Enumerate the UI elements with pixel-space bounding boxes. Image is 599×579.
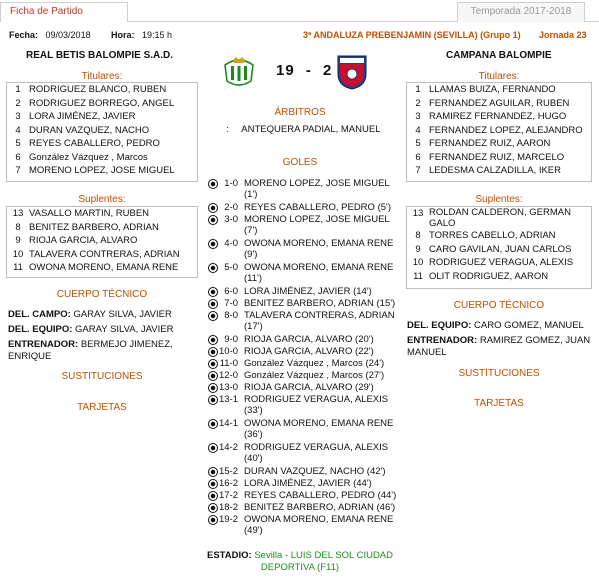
goal-scorer: [244, 442, 404, 464]
goal-scorer-name: DURAN VAZQUEZ, NACHO (42'): [244, 466, 386, 477]
tab-temporada[interactable]: Temporada 2017-2018: [457, 2, 585, 22]
goal-score: 13-0: [218, 382, 238, 393]
player-name: MORENO LOPEZ, JOSE MIGUEL: [29, 165, 175, 176]
soccer-ball-icon: [208, 215, 218, 225]
home-staff: [8, 309, 200, 363]
player-row: [407, 97, 591, 111]
player-row: [7, 124, 197, 138]
goal-score: 3-0: [224, 214, 238, 225]
goal-score: 11-0: [219, 358, 238, 369]
player-name: RODRIGUEZ BLANCO, RUBEN: [29, 84, 167, 95]
goal-row: [208, 178, 404, 200]
player-number: 4: [415, 124, 421, 136]
goal-scorer-name: RODRIGUEZ VERAGUA, ALEXIS: [244, 442, 389, 453]
home-team-name: REAL BETIS BALOMPIE S.A.D.: [26, 50, 174, 61]
goal-scorer: [244, 382, 404, 393]
player-row: [7, 83, 197, 97]
player-number: 5: [415, 138, 421, 149]
tab-ficha-de-partido[interactable]: Ficha de Partido: [0, 2, 128, 22]
away-team-name: CAMPANA BALOMPIE: [446, 50, 552, 61]
home-delegado-campo: DEL. CAMPO: GARAY SILVA, JAVIER: [8, 309, 172, 320]
goal-score: 14-2: [218, 442, 238, 453]
goal-score: 7-0: [224, 298, 238, 309]
player-row: [7, 164, 197, 178]
goal-minute: (9'): [244, 249, 258, 260]
player-number: 13: [12, 208, 24, 219]
goal-score: 18-2: [218, 502, 238, 513]
goal-score: 5-0: [224, 262, 238, 273]
soccer-ball-icon: [208, 419, 218, 429]
match-time: [111, 30, 172, 40]
goal-minute: (17'): [244, 321, 263, 332]
player-name: BENITEZ BARBERO, ADRIAN: [29, 221, 159, 233]
home-cuerpo-tecnico-title: CUERPO TÉCNICO: [56, 289, 148, 300]
goal-row: [208, 502, 404, 513]
player-row: [7, 248, 197, 262]
goal-row: [208, 394, 404, 416]
player-number: 11: [13, 262, 23, 273]
goal-minute: (36'): [244, 429, 263, 440]
soccer-ball-icon: [208, 299, 218, 309]
goal-row: [208, 418, 404, 440]
goal-score: 16-2: [218, 478, 238, 489]
player-name: FERNANDEZ RUIZ, AARON: [429, 138, 551, 149]
player-number: 2: [15, 97, 21, 109]
away-delegado-equipo: DEL. EQUIPO: CARO GOMEZ, MANUEL: [407, 320, 584, 331]
soccer-ball-icon: [208, 287, 218, 297]
soccer-ball-icon: [208, 467, 218, 477]
goal-scorer-name: MORENO LOPEZ, JOSE MIGUEL: [244, 214, 390, 225]
goal-scorer-name: REYES CABALLERO, PEDRO (44'): [244, 490, 397, 501]
goal-scorer: [244, 478, 404, 489]
goal-row: [208, 358, 404, 369]
player-number: 1: [415, 84, 421, 95]
goal-row: [208, 214, 404, 236]
home-suplentes-title: Suplentes:: [78, 194, 126, 205]
player-name: ROLDAN CALDERON, GERMAN GALO: [429, 207, 571, 229]
player-name: OWONA MORENO, EMANA RENE: [29, 262, 179, 273]
player-name: CARO GAVILAN, JUAN CARLOS: [429, 243, 572, 255]
goal-row: [208, 490, 404, 501]
goal-scorer-name: OWONA MORENO, EMANA RENE: [244, 238, 394, 249]
away-staff: [407, 320, 593, 359]
player-number: 8: [15, 221, 21, 233]
player-row: [7, 221, 197, 235]
goal-row: [208, 442, 404, 464]
stadium-info: [200, 550, 400, 574]
goal-row: [208, 478, 404, 489]
goal-scorer: [244, 466, 404, 477]
goal-scorer-name: RIOJA GARCIA, ALVARO (20'): [244, 334, 374, 345]
soccer-ball-icon: [208, 311, 218, 321]
goal-scorer: [244, 490, 404, 501]
goal-row: [208, 382, 404, 393]
competition-name: 3ª ANDALUZA PREBENJAMIN (SEVILLA) (Grupo 1): [303, 30, 521, 40]
score-separator: -: [305, 62, 312, 79]
soccer-ball-icon: [208, 263, 218, 273]
home-titulares-list: [6, 82, 198, 182]
player-number: 10: [12, 248, 24, 260]
goal-scorer-name: OWONA MORENO, EMANA RENE: [244, 262, 394, 273]
away-suplentes-title: Suplentes:: [475, 194, 523, 205]
player-name: RODRIGUEZ VERAGUA, ALEXIS: [429, 257, 574, 268]
goal-scorer: [244, 358, 404, 369]
player-row: [407, 207, 591, 229]
betis-crest-icon: [222, 57, 256, 87]
goal-row: [208, 346, 404, 357]
goal-minute: (49'): [244, 525, 263, 536]
goal-row: [208, 238, 404, 260]
goal-score: 8-0: [224, 310, 238, 321]
goal-score: 4-0: [224, 238, 238, 249]
goal-scorer: [244, 502, 404, 513]
goal-score: 19-2: [218, 514, 238, 525]
player-name: LEDESMA CALZADILLA, IKER: [429, 165, 561, 176]
goal-scorer-name: RIOJA GARCIA, ALVARO (29'): [244, 382, 374, 393]
player-name: LLAMAS BUIZA, FERNANDO: [429, 84, 556, 95]
player-row: [7, 97, 197, 111]
goal-score: 17-2: [218, 490, 238, 501]
goal-row: [208, 202, 404, 213]
player-number: 4: [15, 124, 21, 136]
goal-scorer: [244, 286, 404, 297]
goal-scorer-name: TALAVERA CONTRERAS, ADRIAN: [244, 310, 395, 321]
player-number: 7: [15, 165, 21, 176]
player-number: 6: [415, 151, 421, 163]
soccer-ball-icon: [208, 491, 218, 501]
goal-scorer-name: MORENO LOPEZ, JOSE MIGUEL: [244, 178, 390, 189]
soccer-ball-icon: [208, 335, 218, 345]
soccer-ball-icon: [208, 179, 218, 189]
goal-row: [208, 298, 404, 309]
stadium-name-line2[interactable]: DEPORTIVA (F11): [260, 562, 340, 573]
soccer-ball-icon: [208, 443, 218, 453]
home-tarjetas-title: TARJETAS: [77, 402, 127, 413]
goal-scorer-name: BENITEZ BARBERO, ADRIAN (46'): [244, 502, 396, 513]
soccer-ball-icon: [208, 395, 218, 405]
goal-scorer-name: RIOJA GARCIA, ALVARO (22'): [244, 346, 374, 357]
goal-scorer-name: LORA JIMÉNEZ, JAVIER (44'): [244, 478, 372, 489]
goal-score: 15-2: [218, 466, 238, 477]
player-name: DURAN VAZQUEZ, NACHO: [29, 124, 150, 136]
player-row: [407, 243, 591, 257]
goal-score: 1-0: [224, 178, 238, 189]
player-name: VASALLO MARTIN, RUBEN: [29, 208, 150, 219]
player-name: TALAVERA CONTRERAS, ADRIAN: [29, 248, 180, 260]
referee-prefix: :: [226, 124, 229, 135]
player-row: [407, 83, 591, 97]
goal-score: 14-1: [218, 418, 238, 429]
goal-score: 2-0: [224, 202, 238, 213]
match-date: [9, 30, 91, 40]
hora-value: 19:15 h: [142, 30, 173, 40]
player-name: FERNANDEZ RUIZ, MARCELO: [429, 151, 565, 163]
score-home: 19: [276, 62, 295, 79]
soccer-ball-icon: [208, 203, 218, 213]
referee-name: ANTEQUERA PADIAL, MANUEL: [241, 124, 381, 135]
player-name: LORA JIMÉNEZ, JAVIER: [29, 111, 136, 122]
away-sustituciones-title: SUSTITUCIONES: [458, 368, 540, 379]
player-name: González Vázquez , Marcos: [29, 151, 148, 163]
goles-title: GOLES: [282, 157, 318, 168]
goal-scorer: [244, 418, 404, 440]
goal-scorer-name: OWONA MORENO, EMANA RENE: [244, 514, 394, 525]
goal-scorer: [244, 334, 404, 345]
away-tarjetas-title: TARJETAS: [474, 398, 524, 409]
player-number: 3: [415, 111, 421, 122]
goal-row: [208, 310, 404, 332]
away-cuerpo-tecnico-title: CUERPO TÉCNICO: [453, 300, 545, 311]
player-number: 1: [15, 84, 21, 95]
player-number: 9: [15, 235, 21, 246]
soccer-ball-icon: [208, 239, 218, 249]
match-score: [276, 62, 332, 79]
jornada: Jornada 23: [539, 30, 587, 40]
goal-scorer: [244, 298, 404, 309]
goal-minute: (33'): [244, 405, 263, 416]
away-suplentes-list: [406, 206, 592, 289]
player-name: FERNANDEZ AGUILAR, RUBEN: [429, 97, 570, 109]
estadio-label: ESTADIO:: [207, 550, 252, 561]
goal-score: 9-0: [224, 334, 238, 345]
player-number: 5: [15, 138, 21, 149]
goal-scorer: [244, 394, 404, 416]
goal-row: [208, 334, 404, 345]
goal-score: 6-0: [224, 286, 238, 297]
fecha-value: 09/03/2018: [45, 30, 91, 40]
soccer-ball-icon: [208, 359, 218, 369]
player-name: RODRIGUEZ BORREGO, ANGEL: [29, 97, 175, 109]
player-row: [7, 207, 197, 221]
goal-row: [208, 262, 404, 284]
home-delegado-equipo: DEL. EQUIPO: GARAY SILVA, JAVIER: [8, 324, 174, 335]
goal-scorer-name: OWONA MORENO, EMANA RENE: [244, 418, 394, 429]
fecha-label: Fecha:: [9, 30, 39, 40]
goal-scorer-name: BENITEZ BARBERO, ADRIAN (15'): [244, 298, 396, 309]
goal-scorer: [244, 202, 404, 213]
player-row: [407, 270, 591, 284]
soccer-ball-icon: [208, 479, 218, 489]
goal-scorer-name: González Vázquez , Marcos (27'): [244, 370, 385, 381]
goal-minute: (11'): [244, 273, 263, 284]
goal-scorer-name: González Vázquez , Marcos (24'): [244, 358, 385, 369]
home-entrenador: ENTRENADOR: BERMEJO JIMENEZ, ENRIQUE: [8, 339, 173, 362]
player-name: OLIT RODRIGUEZ, AARON: [429, 270, 549, 282]
soccer-ball-icon: [208, 383, 218, 393]
soccer-ball-icon: [208, 371, 218, 381]
goal-minute: (1'): [244, 189, 258, 200]
goal-score: 12-0: [218, 370, 238, 381]
home-sustituciones-title: SUSTITUCIONES: [61, 371, 143, 382]
goal-scorer-name: REYES CABALLERO, PEDRO (5'): [244, 202, 391, 213]
player-name: FERNANDEZ LOPEZ, ALEJANDRO: [429, 124, 583, 136]
away-entrenador: ENTRENADOR: RAMIREZ GOMEZ, JUAN MANUEL: [407, 335, 591, 358]
player-number: 3: [15, 111, 21, 122]
goal-minute: (7'): [244, 225, 258, 236]
player-row: [7, 137, 197, 151]
score-away: 2: [323, 62, 333, 79]
player-number: 9: [415, 243, 421, 255]
goal-scorer: [244, 346, 404, 357]
player-name: TORRES CABELLO, ADRIAN: [429, 230, 556, 241]
hora-label: Hora:: [111, 30, 135, 40]
player-name: RAMIREZ FERNANDEZ, HUGO: [429, 111, 567, 122]
campana-crest-icon: [336, 52, 368, 90]
arbitros-title: ÁRBITROS: [274, 107, 326, 118]
goal-scorer: [244, 514, 404, 536]
player-number: 6: [15, 151, 21, 163]
player-name: RIOJA GARCIA, ALVARO: [29, 235, 138, 246]
player-row: [407, 124, 591, 138]
player-number: 7: [415, 165, 421, 176]
goal-row: [208, 286, 404, 297]
goal-scorer: [244, 262, 404, 284]
goal-scorer-name: RODRIGUEZ VERAGUA, ALEXIS: [244, 394, 389, 405]
player-row: [407, 164, 591, 178]
player-number: 10: [412, 257, 424, 268]
goal-scorer: [244, 370, 404, 381]
goal-minute: (40'): [244, 453, 263, 464]
goal-scorer-name: LORA JIMÉNEZ, JAVIER (14'): [244, 286, 372, 297]
player-row: [407, 229, 591, 243]
home-suplentes-list: [6, 206, 198, 278]
player-row: [7, 110, 197, 124]
player-row: [407, 137, 591, 151]
player-row: [407, 256, 591, 270]
player-number: 11: [413, 270, 423, 282]
away-titulares-list: [406, 82, 592, 182]
goal-score: 10-0: [218, 346, 238, 357]
away-titulares-title: Titulares:: [478, 71, 520, 82]
soccer-ball-icon: [208, 515, 218, 525]
player-number: 2: [415, 97, 421, 109]
player-number: 8: [415, 230, 421, 241]
top-bar: [0, 0, 599, 22]
player-number: 13: [412, 208, 424, 219]
goal-scorer: [244, 214, 404, 236]
player-row: [7, 234, 197, 248]
soccer-ball-icon: [208, 503, 218, 513]
player-row: [407, 151, 591, 165]
referee: [226, 124, 380, 135]
goal-row: [208, 466, 404, 477]
stadium-name-line1[interactable]: Sevilla - LUIS DEL SOL CIUDAD: [254, 550, 393, 561]
player-name: REYES CABALLERO, PEDRO: [29, 138, 160, 149]
goal-scorer: [244, 178, 404, 200]
soccer-ball-icon: [208, 347, 218, 357]
player-row: [7, 261, 197, 275]
goal-scorer: [244, 238, 404, 260]
player-row: [7, 151, 197, 165]
goal-score: 13-1: [218, 394, 238, 405]
goal-row: [208, 370, 404, 381]
goal-scorer: [244, 310, 404, 332]
player-row: [407, 110, 591, 124]
goal-row: [208, 514, 404, 536]
home-titulares-title: Titulares:: [81, 71, 123, 82]
